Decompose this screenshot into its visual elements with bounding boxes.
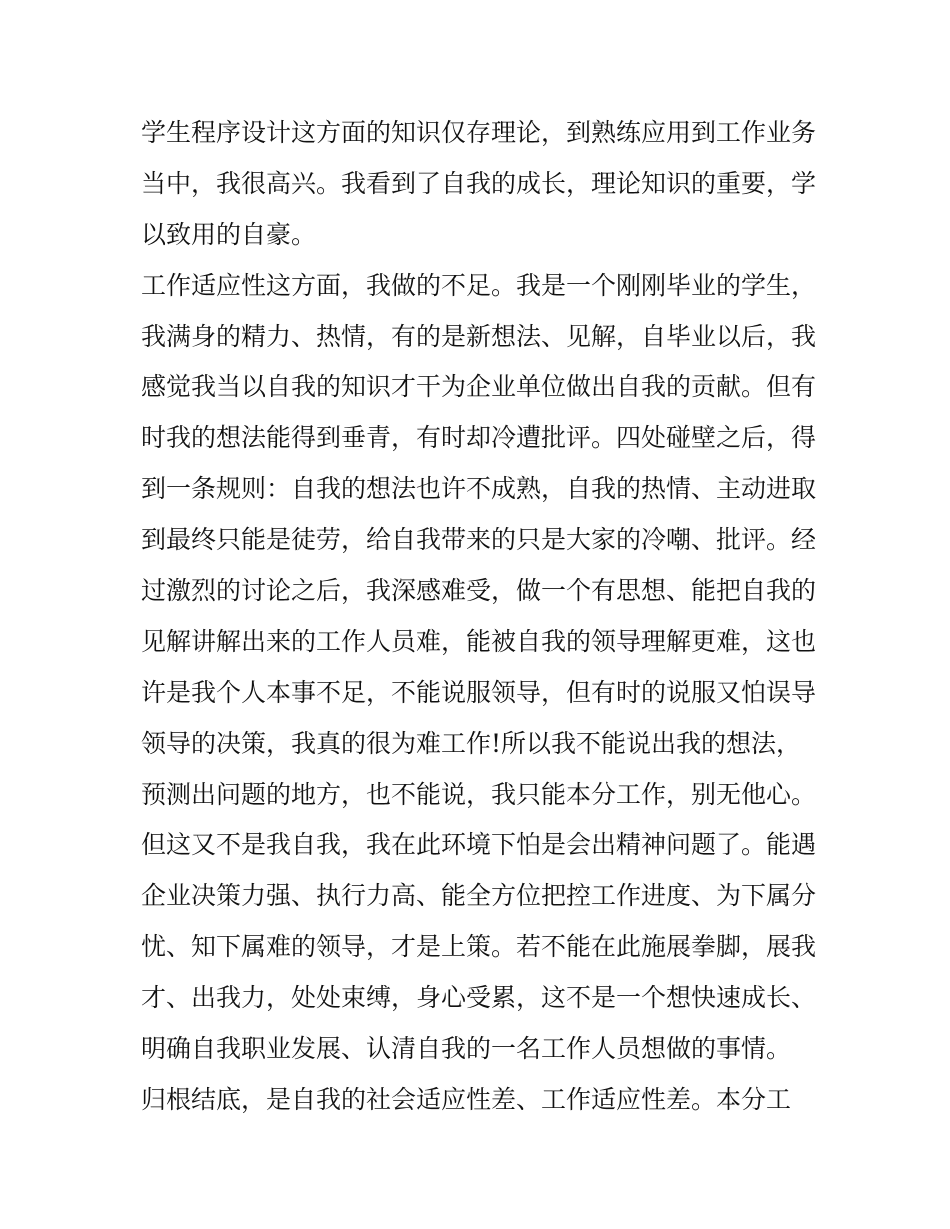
text-line: 过激烈的讨论之后，我深感难受，做一个有思想、能把自我的	[141, 576, 817, 606]
text-line: 到一条规则：自我的想法也许不成熟，自我的热情、主动进取	[141, 474, 817, 504]
text-line: 见解讲解出来的工作人员难，能被自我的领导理解更难，这也	[141, 626, 817, 656]
text-line: 但这又不是我自我，我在此环境下怕是会出精神问题了。能遇	[141, 830, 817, 860]
text-line: 时我的想法能得到垂青，有时却冷遭批评。四处碰壁之后，得	[141, 423, 817, 453]
text-line: 预测出问题的地方，也不能说，我只能本分工作，别无他心。	[141, 779, 817, 809]
text-line: 感觉我当以自我的知识才干为企业单位做出自我的贡献。但有	[141, 372, 817, 402]
text-line: 学生程序设计这方面的知识仅存理论，到熟练应用到工作业务	[141, 118, 817, 147]
text-line: 归根结底，是自我的社会适应性差、工作适应性差。本分工	[141, 1084, 792, 1114]
text-line: 企业决策力强、执行力高、能全方位把控工作进度、为下属分	[141, 881, 817, 911]
text-line: 当中，我很高兴。我看到了自我的成长，理论知识的重要，学	[141, 168, 817, 198]
body-text	[141, 108, 831, 1126]
text-line: 忧、知下属难的领导，才是上策。若不能在此施展拳脚，展我	[141, 932, 817, 962]
text-line: 才、出我力，处处束缚，身心受累，这不是一个想快速成长、	[141, 983, 817, 1013]
text-line: 明确自我职业发展、认清自我的一名工作人员想做的事情。	[141, 1034, 792, 1064]
text-line: 领导的决策，我真的很为难工作!所以我不能说出我的想法，	[141, 728, 802, 758]
text-line: 以致用的自豪。	[141, 219, 317, 249]
text-line: 工作适应性这方面，我做的不足。我是一个刚刚毕业的学生，	[141, 270, 817, 300]
text-line: 许是我个人本事不足，不能说服领导，但有时的说服又怕误导	[141, 677, 817, 707]
text-line: 我满身的精力、热情，有的是新想法、见解，自毕业以后，我	[141, 321, 817, 351]
text-line: 到最终只能是徒劳，给自我带来的只是大家的冷嘲、批评。经	[141, 525, 817, 555]
